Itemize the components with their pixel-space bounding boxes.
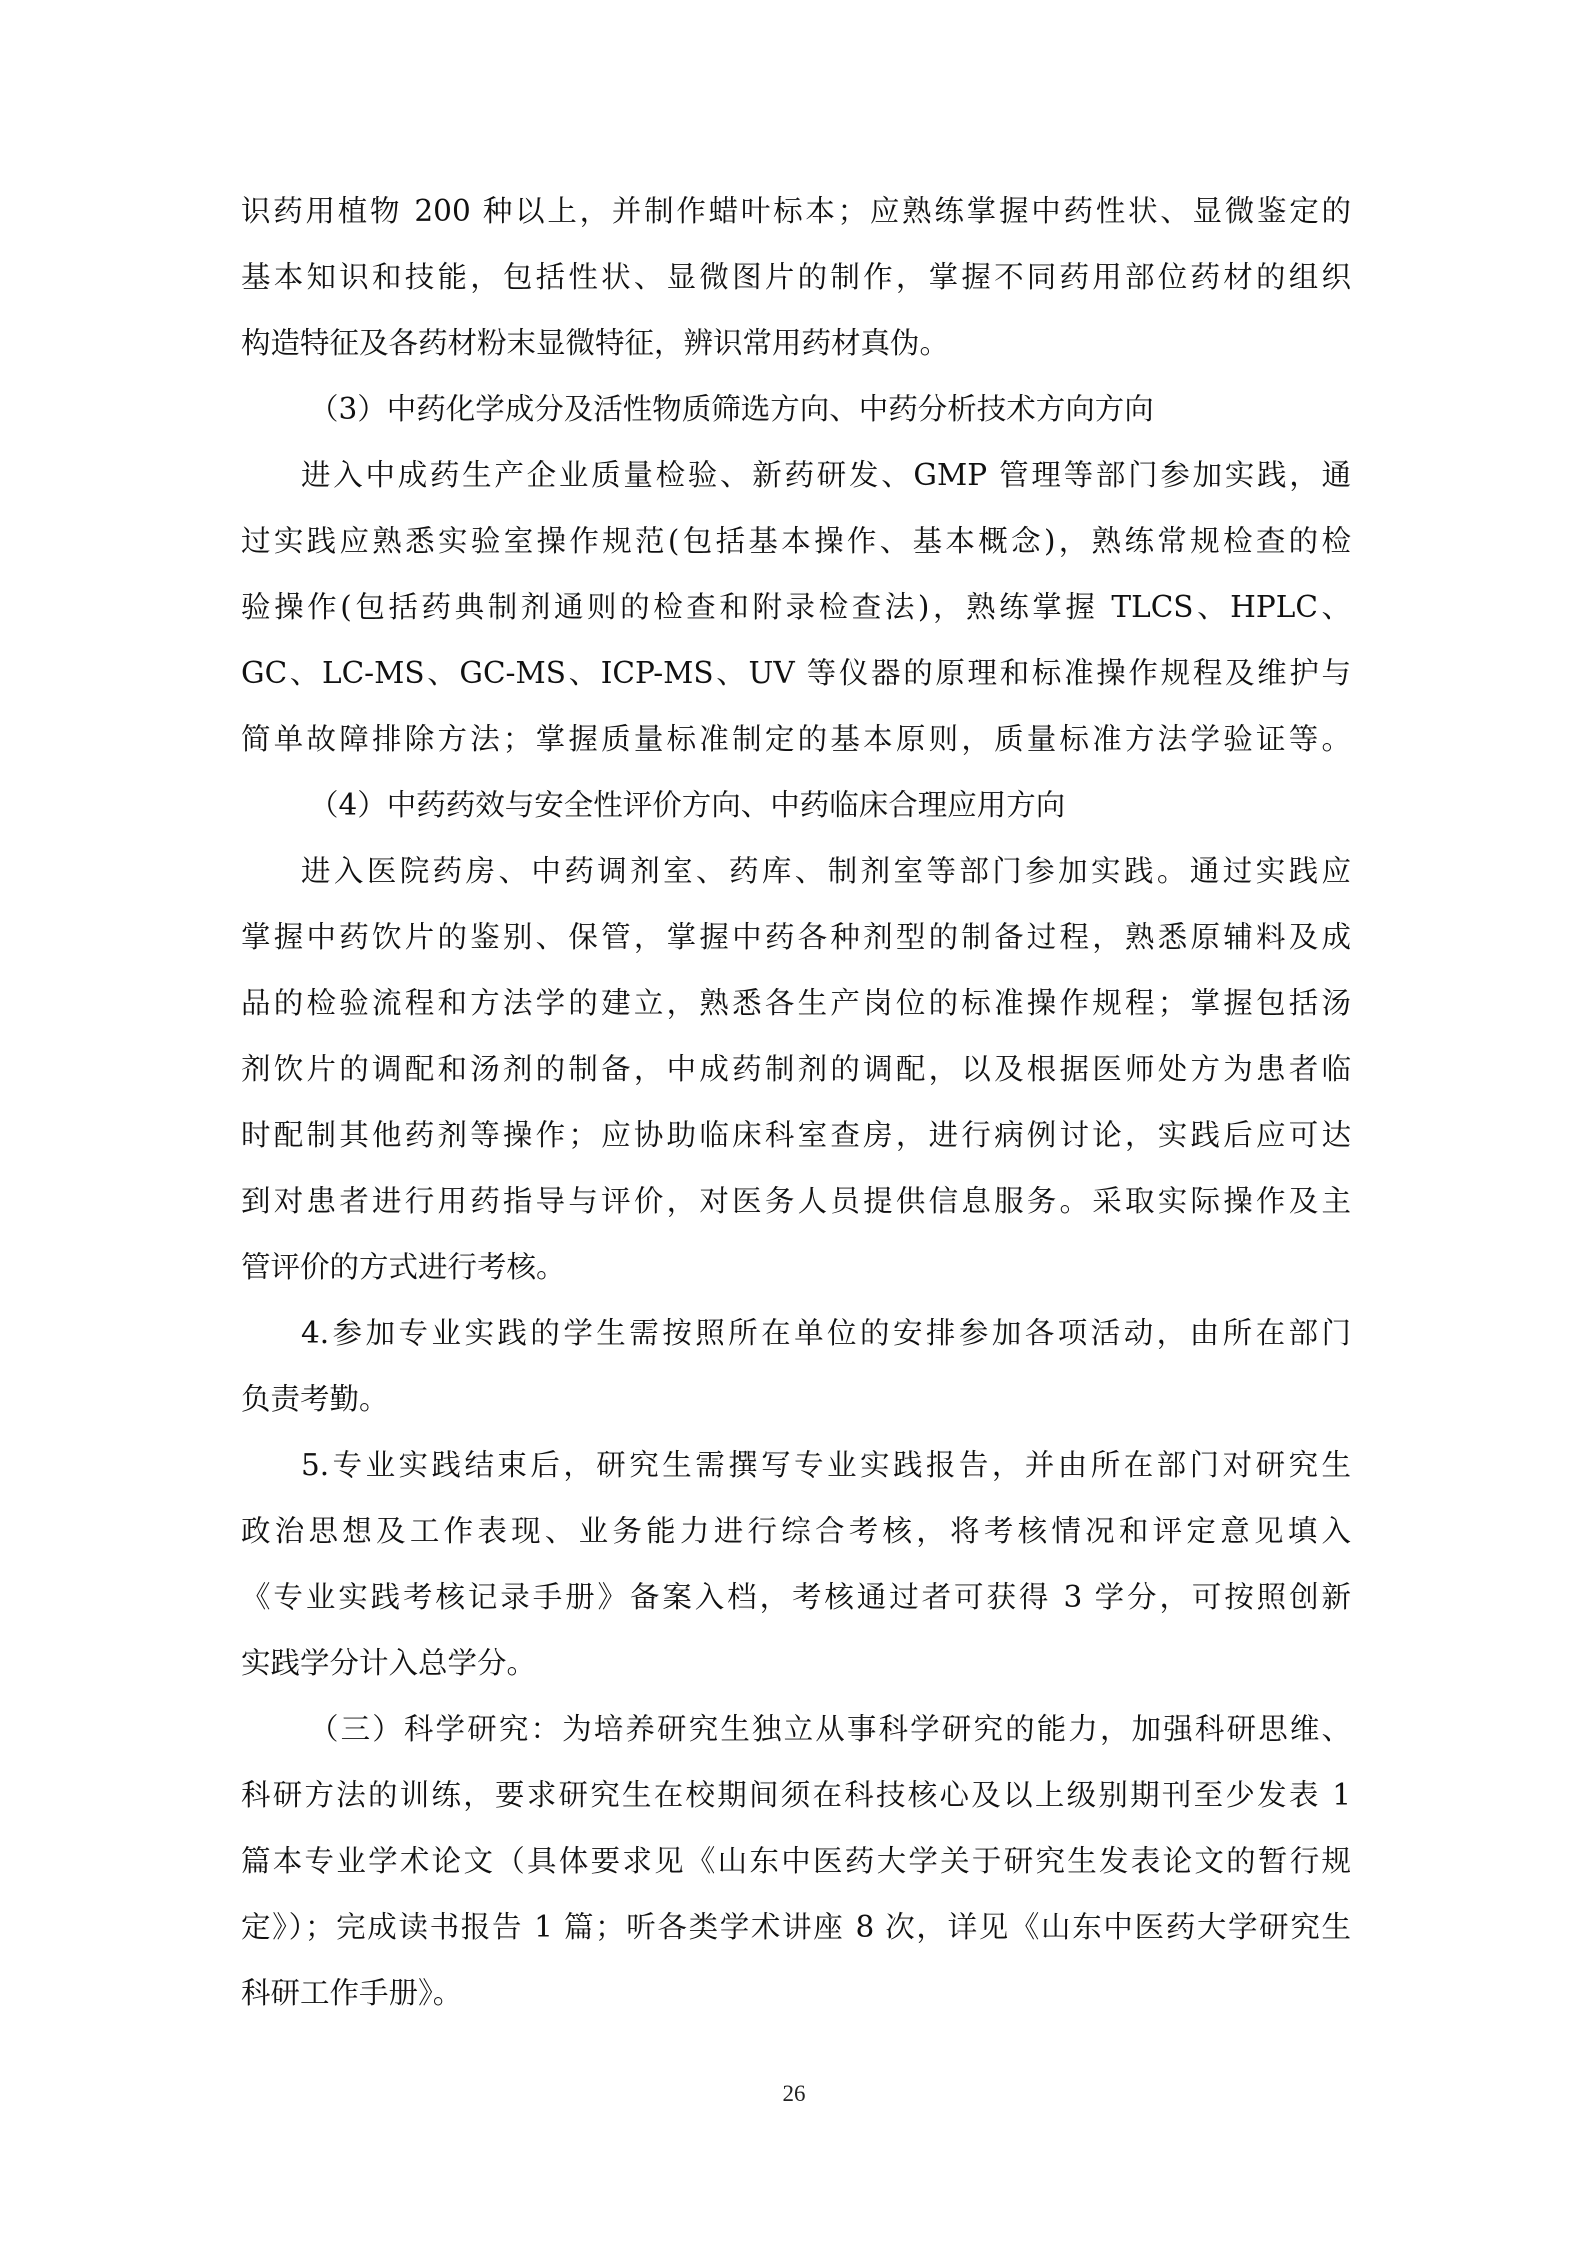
text-line: 品的检验流程和方法学的建立，熟悉各生产岗位的标准操作规程；掌握包括汤 [241,986,1351,1020]
text-line: 科研工作手册》。 [241,1976,463,2010]
text-line: 过实践应熟悉实验室操作规范(包括基本操作、基本概念)，熟练常规检查的检 [241,524,1351,558]
text-line: 进入医院药房、中药调剂室、药库、制剂室等部门参加实践。通过实践应 [301,854,1351,888]
section-heading: （三）科学研究：为培养研究生独立从事科学研究的能力，加强科研思维、 [309,1712,1351,1746]
page-number: 26 [782,2081,806,2106]
text-line: 剂饮片的调配和汤剂的制备，中成药制剂的调配，以及根据医师处方为患者临 [241,1052,1351,1086]
text-line: 政治思想及工作表现、业务能力进行综合考核，将考核情况和评定意见填入 [241,1514,1351,1548]
text-line: 篇本专业学术论文（具体要求见《山东中医药大学关于研究生发表论文的暂行规 [241,1844,1351,1878]
text-line: 构造特征及各药材粉末显微特征，辨识常用药材真伪。 [241,326,950,360]
text-line: 基本知识和技能，包括性状、显微图片的制作，掌握不同药用部位药材的组织 [241,260,1351,294]
text-line: 识药用植物 200 种以上，并制作蜡叶标本；应熟练掌握中药性状、显微鉴定的 [241,194,1351,228]
text-line: 简单故障排除方法；掌握质量标准制定的基本原则，质量标准方法学验证等。 [241,722,1351,756]
text-line: 到对患者进行用药指导与评价，对医务人员提供信息服务。采取实际操作及主 [241,1184,1351,1218]
text-line: 定》）；完成读书报告 1 篇；听各类学术讲座 8 次，详见《山东中医药大学研究生 [241,1910,1351,1944]
section-heading: （3）中药化学成分及活性物质筛选方向、中药分析技术方向方向 [309,392,1154,426]
document-body [241,178,1351,2026]
text-line: 科研方法的训练，要求研究生在校期间须在科技核心及以上级别期刊至少发表 1 [241,1778,1351,1812]
text-line: 进入中成药生产企业质量检验、新药研发、GMP 管理等部门参加实践，通 [301,458,1351,492]
text-line: 时配制其他药剂等操作；应协助临床科室查房，进行病例讨论，实践后应可达 [241,1118,1351,1152]
text-line: 负责考勤。 [241,1382,389,1416]
text-line: 掌握中药饮片的鉴别、保管，掌握中药各种剂型的制备过程，熟悉原辅料及成 [241,920,1351,954]
text-line: 5.专业实践结束后，研究生需撰写专业实践报告，并由所在部门对研究生 [301,1448,1351,1482]
text-line: 验操作(包括药典制剂通则的检查和附录检查法)，熟练掌握 TLCS、HPLC、 [241,590,1351,624]
text-line: 管评价的方式进行考核。 [241,1250,566,1284]
text-line: GC、LC-MS、GC-MS、ICP-MS、UV 等仪器的原理和标准操作规程及维护与 [241,656,1351,690]
text-line: 4.参加专业实践的学生需按照所在单位的安排参加各项活动，由所在部门 [301,1316,1351,1350]
text-line: 实践学分计入总学分。 [241,1646,537,1680]
section-heading: （4）中药药效与安全性评价方向、中药临床合理应用方向 [309,788,1066,822]
text-line: 《专业实践考核记录手册》备案入档，考核通过者可获得 3 学分，可按照创新 [241,1580,1351,1614]
